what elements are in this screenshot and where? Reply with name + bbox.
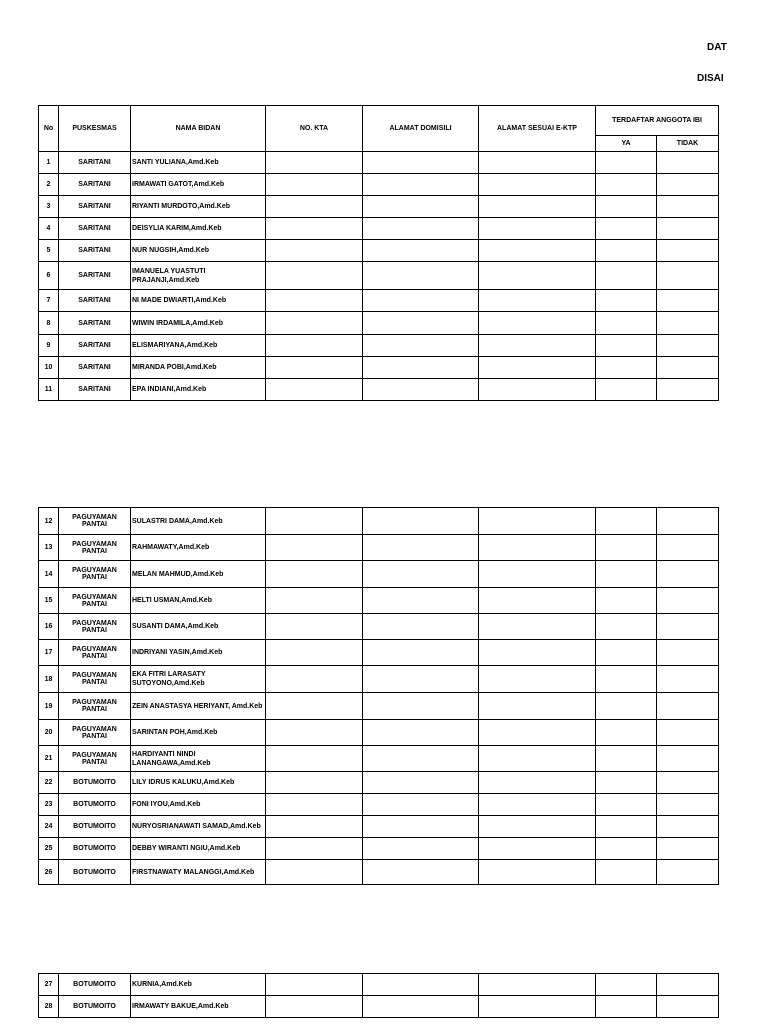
row-nama-bidan: INDRIYANI YASIN,Amd.Keb — [131, 640, 266, 666]
row-alamat-domisili — [363, 614, 479, 640]
row-alamat-ektp — [479, 218, 596, 240]
row-alamat-domisili — [363, 772, 479, 794]
row-puskesmas: PAGUYAMAN PANTAI — [59, 666, 131, 693]
row-puskesmas: SARITANI — [59, 335, 131, 357]
row-nama-bidan: NUR NUGSIH,Amd.Keb — [131, 240, 266, 262]
row-puskesmas: PAGUYAMAN PANTAI — [59, 614, 131, 640]
row-alamat-domisili — [363, 218, 479, 240]
row-no-kta — [266, 379, 363, 401]
row-no-kta — [266, 357, 363, 379]
row-ya — [596, 720, 657, 746]
row-no-kta — [266, 174, 363, 196]
row-no-kta — [266, 508, 363, 535]
table-row — [39, 860, 719, 885]
row-nama-bidan: FIRSTNAWATY MALANGGI,Amd.Keb — [131, 860, 266, 885]
row-nama-bidan: EPA INDIANI,Amd.Keb — [131, 379, 266, 401]
row-alamat-ektp — [479, 860, 596, 885]
row-nama-bidan: LILY IDRUS KALUKU,Amd.Keb — [131, 772, 266, 794]
row-nama-bidan: IRMAWATI GATOT,Amd.Keb — [131, 174, 266, 196]
row-no: 26 — [39, 860, 59, 885]
row-ya — [596, 561, 657, 588]
row-puskesmas: SARITANI — [59, 357, 131, 379]
row-no: 5 — [39, 240, 59, 262]
table-row — [39, 335, 719, 357]
row-no: 14 — [39, 561, 59, 588]
row-no: 16 — [39, 614, 59, 640]
row-alamat-domisili — [363, 720, 479, 746]
row-nama-bidan: SARINTAN POH,Amd.Keb — [131, 720, 266, 746]
row-no: 20 — [39, 720, 59, 746]
col-header-alamat-ektp: ALAMAT SESUAI E-KTP — [479, 106, 596, 152]
row-alamat-domisili — [363, 666, 479, 693]
row-nama-bidan: RIYANTI MURDOTO,Amd.Keb — [131, 196, 266, 218]
row-no-kta — [266, 772, 363, 794]
row-alamat-ektp — [479, 290, 596, 312]
row-nama-bidan: HARDIYANTI NINDI LANANGAWA,Amd.Keb — [131, 746, 266, 772]
row-alamat-ektp — [479, 772, 596, 794]
row-ya — [596, 312, 657, 335]
document-title-line1: DAT — [707, 42, 727, 53]
row-alamat-domisili — [363, 290, 479, 312]
table-row — [39, 588, 719, 614]
row-nama-bidan: ELISMARIYANA,Amd.Keb — [131, 335, 266, 357]
row-no: 25 — [39, 838, 59, 860]
table-row — [39, 312, 719, 335]
row-nama-bidan: WIWIN IRDAMILA,Amd.Keb — [131, 312, 266, 335]
row-ya — [596, 974, 657, 996]
row-alamat-ektp — [479, 794, 596, 816]
row-no: 6 — [39, 262, 59, 290]
table-row — [39, 772, 719, 794]
row-alamat-domisili — [363, 335, 479, 357]
row-alamat-ektp — [479, 561, 596, 588]
row-tidak — [657, 614, 719, 640]
row-tidak — [657, 240, 719, 262]
row-ya — [596, 240, 657, 262]
row-puskesmas: BOTUMOITO — [59, 838, 131, 860]
row-puskesmas: SARITANI — [59, 196, 131, 218]
row-no-kta — [266, 794, 363, 816]
row-ya — [596, 588, 657, 614]
row-alamat-domisili — [363, 974, 479, 996]
row-puskesmas: PAGUYAMAN PANTAI — [59, 588, 131, 614]
row-no-kta — [266, 614, 363, 640]
table-row — [39, 816, 719, 838]
row-no-kta — [266, 335, 363, 357]
table-row — [39, 357, 719, 379]
row-ya — [596, 290, 657, 312]
row-ya — [596, 816, 657, 838]
row-no: 24 — [39, 816, 59, 838]
row-puskesmas: SARITANI — [59, 379, 131, 401]
row-nama-bidan: NI MADE DWIARTI,Amd.Keb — [131, 290, 266, 312]
data-table-section-1 — [38, 105, 719, 401]
row-no-kta — [266, 816, 363, 838]
row-tidak — [657, 379, 719, 401]
row-alamat-ektp — [479, 335, 596, 357]
row-no: 4 — [39, 218, 59, 240]
col-header-ya: YA — [596, 136, 657, 152]
row-alamat-ektp — [479, 174, 596, 196]
row-ya — [596, 196, 657, 218]
col-header-no-kta: NO. KTA — [266, 106, 363, 152]
row-alamat-domisili — [363, 508, 479, 535]
row-ya — [596, 614, 657, 640]
row-alamat-domisili — [363, 996, 479, 1018]
row-puskesmas: PAGUYAMAN PANTAI — [59, 693, 131, 720]
table-row — [39, 174, 719, 196]
row-puskesmas: BOTUMOITO — [59, 974, 131, 996]
row-no: 1 — [39, 152, 59, 174]
row-no: 7 — [39, 290, 59, 312]
row-puskesmas: BOTUMOITO — [59, 816, 131, 838]
row-tidak — [657, 720, 719, 746]
row-ya — [596, 335, 657, 357]
row-no: 12 — [39, 508, 59, 535]
data-table-section-2 — [38, 507, 719, 885]
row-puskesmas: PAGUYAMAN PANTAI — [59, 535, 131, 561]
row-alamat-domisili — [363, 746, 479, 772]
row-tidak — [657, 838, 719, 860]
row-nama-bidan: IRMAWATY BAKUE,Amd.Keb — [131, 996, 266, 1018]
document-title-line2: DISAI — [697, 73, 724, 84]
col-header-alamat-domisili: ALAMAT DOMISILI — [363, 106, 479, 152]
col-header-terdaftar: TERDAFTAR ANGGOTA IBI — [596, 106, 719, 136]
row-tidak — [657, 196, 719, 218]
row-nama-bidan: FONI IYOU,Amd.Keb — [131, 794, 266, 816]
row-tidak — [657, 152, 719, 174]
table-row — [39, 240, 719, 262]
row-puskesmas: SARITANI — [59, 262, 131, 290]
row-tidak — [657, 860, 719, 885]
table-row — [39, 535, 719, 561]
row-tidak — [657, 746, 719, 772]
row-alamat-ektp — [479, 152, 596, 174]
row-alamat-ektp — [479, 240, 596, 262]
row-ya — [596, 379, 657, 401]
row-puskesmas: PAGUYAMAN PANTAI — [59, 508, 131, 535]
row-no-kta — [266, 290, 363, 312]
row-alamat-ektp — [479, 640, 596, 666]
row-nama-bidan: KURNIA,Amd.Keb — [131, 974, 266, 996]
row-puskesmas: SARITANI — [59, 152, 131, 174]
row-tidak — [657, 588, 719, 614]
table-row — [39, 838, 719, 860]
row-nama-bidan: DEISYLIA KARIM,Amd.Keb — [131, 218, 266, 240]
table-row — [39, 152, 719, 174]
row-alamat-domisili — [363, 838, 479, 860]
table-row — [39, 974, 719, 996]
row-nama-bidan: MIRANDA POBI,Amd.Keb — [131, 357, 266, 379]
row-tidak — [657, 174, 719, 196]
row-alamat-ektp — [479, 357, 596, 379]
row-ya — [596, 152, 657, 174]
row-no: 27 — [39, 974, 59, 996]
row-no: 23 — [39, 794, 59, 816]
row-no: 10 — [39, 357, 59, 379]
row-alamat-domisili — [363, 640, 479, 666]
row-nama-bidan: HELTI USMAN,Amd.Keb — [131, 588, 266, 614]
row-no: 11 — [39, 379, 59, 401]
row-nama-bidan: SANTI YULIANA,Amd.Keb — [131, 152, 266, 174]
row-no-kta — [266, 666, 363, 693]
table-row — [39, 996, 719, 1018]
row-alamat-domisili — [363, 693, 479, 720]
row-alamat-ektp — [479, 312, 596, 335]
row-no-kta — [266, 152, 363, 174]
row-no: 18 — [39, 666, 59, 693]
row-puskesmas: SARITANI — [59, 312, 131, 335]
row-alamat-domisili — [363, 196, 479, 218]
row-no: 13 — [39, 535, 59, 561]
row-ya — [596, 772, 657, 794]
row-tidak — [657, 561, 719, 588]
col-header-nama-bidan: NAMA BIDAN — [131, 106, 266, 152]
row-ya — [596, 860, 657, 885]
row-alamat-domisili — [363, 152, 479, 174]
row-alamat-ektp — [479, 262, 596, 290]
row-tidak — [657, 357, 719, 379]
row-no-kta — [266, 746, 363, 772]
row-puskesmas: SARITANI — [59, 290, 131, 312]
row-tidak — [657, 816, 719, 838]
data-table-section-3 — [38, 973, 719, 1018]
row-nama-bidan: SULASTRI DAMA,Amd.Keb — [131, 508, 266, 535]
row-tidak — [657, 312, 719, 335]
row-no: 17 — [39, 640, 59, 666]
table-row — [39, 379, 719, 401]
row-no: 8 — [39, 312, 59, 335]
row-tidak — [657, 508, 719, 535]
row-tidak — [657, 218, 719, 240]
row-no: 22 — [39, 772, 59, 794]
row-no-kta — [266, 218, 363, 240]
row-no: 15 — [39, 588, 59, 614]
table-row — [39, 218, 719, 240]
row-alamat-domisili — [363, 262, 479, 290]
row-ya — [596, 508, 657, 535]
col-header-puskesmas: PUSKESMAS — [59, 106, 131, 152]
row-nama-bidan: RAHMAWATY,Amd.Keb — [131, 535, 266, 561]
row-puskesmas: BOTUMOITO — [59, 772, 131, 794]
row-alamat-domisili — [363, 357, 479, 379]
row-tidak — [657, 996, 719, 1018]
row-no: 2 — [39, 174, 59, 196]
row-ya — [596, 838, 657, 860]
row-alamat-ektp — [479, 693, 596, 720]
row-no-kta — [266, 240, 363, 262]
row-alamat-ektp — [479, 996, 596, 1018]
row-alamat-domisili — [363, 535, 479, 561]
row-tidak — [657, 794, 719, 816]
row-puskesmas: PAGUYAMAN PANTAI — [59, 746, 131, 772]
row-alamat-ektp — [479, 588, 596, 614]
row-nama-bidan: EKA FITRI LARASATY SUTOYONO,Amd.Keb — [131, 666, 266, 693]
row-puskesmas: SARITANI — [59, 240, 131, 262]
row-ya — [596, 357, 657, 379]
row-no-kta — [266, 860, 363, 885]
row-tidak — [657, 772, 719, 794]
row-nama-bidan: ZEIN ANASTASYA HERIYANT, Amd.Keb — [131, 693, 266, 720]
row-alamat-domisili — [363, 379, 479, 401]
row-alamat-ektp — [479, 508, 596, 535]
row-no-kta — [266, 720, 363, 746]
row-puskesmas: BOTUMOITO — [59, 794, 131, 816]
row-tidak — [657, 974, 719, 996]
row-tidak — [657, 290, 719, 312]
row-tidak — [657, 535, 719, 561]
row-no-kta — [266, 693, 363, 720]
row-alamat-ektp — [479, 196, 596, 218]
row-alamat-ektp — [479, 838, 596, 860]
row-nama-bidan: SUSANTI DAMA,Amd.Keb — [131, 614, 266, 640]
row-no: 21 — [39, 746, 59, 772]
row-alamat-ektp — [479, 974, 596, 996]
row-puskesmas: PAGUYAMAN PANTAI — [59, 561, 131, 588]
row-no: 19 — [39, 693, 59, 720]
col-header-no: No — [39, 106, 59, 152]
row-no-kta — [266, 838, 363, 860]
row-alamat-domisili — [363, 860, 479, 885]
row-no-kta — [266, 974, 363, 996]
table-row — [39, 614, 719, 640]
row-tidak — [657, 666, 719, 693]
row-tidak — [657, 262, 719, 290]
row-alamat-domisili — [363, 240, 479, 262]
table-row — [39, 720, 719, 746]
row-no-kta — [266, 640, 363, 666]
row-puskesmas: BOTUMOITO — [59, 860, 131, 885]
row-no: 28 — [39, 996, 59, 1018]
table-row — [39, 508, 719, 535]
row-alamat-domisili — [363, 312, 479, 335]
row-tidak — [657, 640, 719, 666]
row-ya — [596, 640, 657, 666]
row-ya — [596, 746, 657, 772]
row-nama-bidan: IMANUELA YUASTUTI PRAJANJI,Amd.Keb — [131, 262, 266, 290]
row-no: 3 — [39, 196, 59, 218]
row-alamat-ektp — [479, 666, 596, 693]
table-row — [39, 666, 719, 693]
table-row — [39, 693, 719, 720]
row-alamat-domisili — [363, 794, 479, 816]
table-row — [39, 561, 719, 588]
row-nama-bidan: MELAN MAHMUD,Amd.Keb — [131, 561, 266, 588]
table-row — [39, 794, 719, 816]
row-alamat-ektp — [479, 816, 596, 838]
row-ya — [596, 794, 657, 816]
row-no-kta — [266, 312, 363, 335]
row-alamat-ektp — [479, 379, 596, 401]
row-ya — [596, 693, 657, 720]
row-no-kta — [266, 262, 363, 290]
row-tidak — [657, 693, 719, 720]
table-row — [39, 746, 719, 772]
row-puskesmas: SARITANI — [59, 174, 131, 196]
row-puskesmas: PAGUYAMAN PANTAI — [59, 640, 131, 666]
col-header-tidak: TIDAK — [657, 136, 719, 152]
row-alamat-domisili — [363, 561, 479, 588]
row-puskesmas: BOTUMOITO — [59, 996, 131, 1018]
row-alamat-domisili — [363, 174, 479, 196]
table-row — [39, 262, 719, 290]
row-alamat-ektp — [479, 535, 596, 561]
row-alamat-ektp — [479, 720, 596, 746]
row-alamat-domisili — [363, 588, 479, 614]
row-puskesmas: SARITANI — [59, 218, 131, 240]
row-ya — [596, 174, 657, 196]
row-no-kta — [266, 196, 363, 218]
row-ya — [596, 262, 657, 290]
row-ya — [596, 218, 657, 240]
row-no-kta — [266, 561, 363, 588]
table-row — [39, 196, 719, 218]
row-alamat-domisili — [363, 816, 479, 838]
row-tidak — [657, 335, 719, 357]
row-alamat-ektp — [479, 614, 596, 640]
row-ya — [596, 535, 657, 561]
row-ya — [596, 996, 657, 1018]
row-no-kta — [266, 588, 363, 614]
row-alamat-ektp — [479, 746, 596, 772]
table-row — [39, 290, 719, 312]
table-row — [39, 640, 719, 666]
row-no-kta — [266, 996, 363, 1018]
row-nama-bidan: NURYOSRIANAWATI SAMAD,Amd.Keb — [131, 816, 266, 838]
row-ya — [596, 666, 657, 693]
row-puskesmas: PAGUYAMAN PANTAI — [59, 720, 131, 746]
row-nama-bidan: DEBBY WIRANTI NGIU,Amd.Keb — [131, 838, 266, 860]
row-no-kta — [266, 535, 363, 561]
row-no: 9 — [39, 335, 59, 357]
